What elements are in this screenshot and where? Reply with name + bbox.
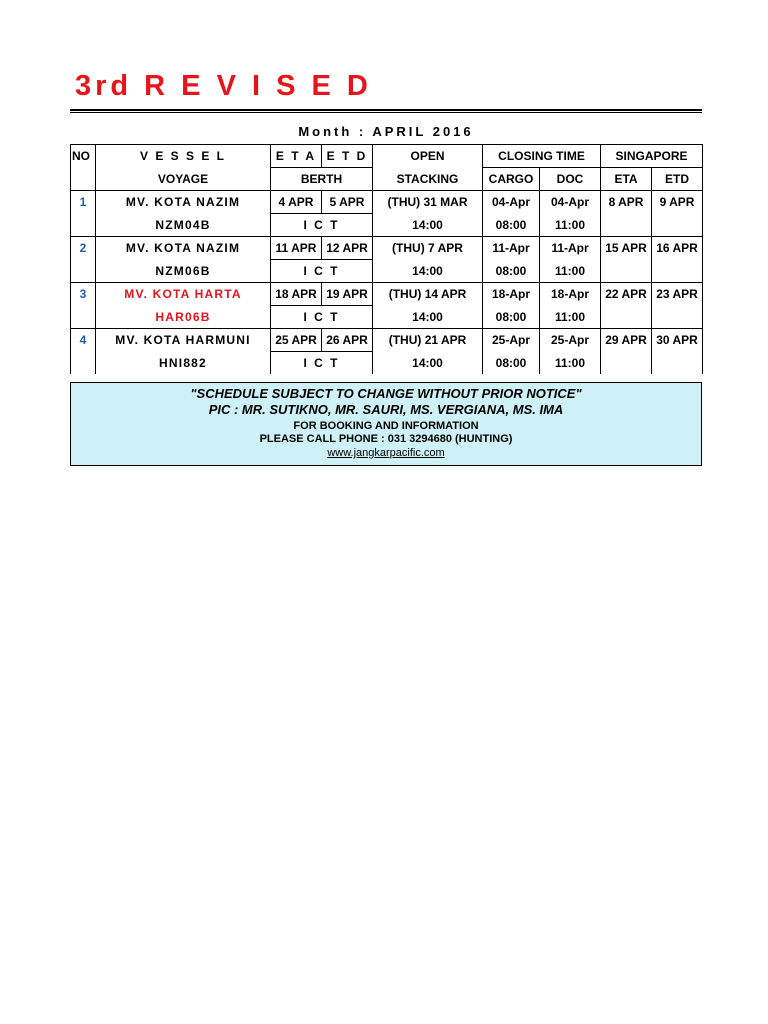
open-time: 14:00 bbox=[373, 260, 483, 283]
voyage-code: NZM04B bbox=[96, 214, 271, 237]
etd-cell: 19 APR bbox=[322, 283, 373, 306]
phone-text: PLEASE CALL PHONE : 031 3294680 (HUNTING) bbox=[259, 433, 513, 445]
cargo-date: 11-Apr bbox=[483, 237, 540, 260]
row-number: 4 bbox=[71, 329, 96, 375]
etd-cell: 5 APR bbox=[322, 191, 373, 214]
cargo-time: 08:00 bbox=[483, 352, 540, 375]
doc-time: 11:00 bbox=[540, 214, 601, 237]
website-link[interactable]: www.jangkarpacific.com bbox=[327, 447, 445, 459]
header-singapore: SINGAPORE bbox=[601, 145, 703, 168]
open-day: (THU) 14 APR bbox=[373, 283, 483, 306]
notice-box bbox=[70, 382, 702, 466]
doc-date: 11-Apr bbox=[540, 237, 601, 260]
sg-etd-cell: 16 APR bbox=[652, 237, 703, 260]
open-day: (THU) 7 APR bbox=[373, 237, 483, 260]
vessel-name: MV. KOTA NAZIM bbox=[96, 191, 271, 214]
header-cargo: CARGO bbox=[483, 168, 540, 191]
cargo-time: 08:00 bbox=[483, 306, 540, 329]
row-number: 3 bbox=[71, 283, 96, 329]
header-voyage: VOYAGE bbox=[96, 168, 271, 191]
doc-date: 04-Apr bbox=[540, 191, 601, 214]
etd-cell: 26 APR bbox=[322, 329, 373, 352]
document-title: 3rd R E V I S E D bbox=[75, 70, 372, 102]
sg-eta-cell: 29 APR bbox=[601, 329, 652, 352]
schedule-table bbox=[70, 144, 703, 374]
berth-cell: I C T bbox=[271, 306, 373, 329]
vessel-name: MV. KOTA HARMUNI bbox=[96, 329, 271, 352]
table-row bbox=[71, 237, 703, 260]
cargo-time: 08:00 bbox=[483, 214, 540, 237]
disclaimer-text: "SCHEDULE SUBJECT TO CHANGE WITHOUT PRIOR NOTICE" bbox=[190, 386, 582, 401]
doc-time: 11:00 bbox=[540, 352, 601, 375]
pic-text: PIC : MR. SUTIKNO, MR. SAURI, MS. VERGIANA, MS. IMA bbox=[208, 402, 564, 417]
sg-etd-cell: 23 APR bbox=[652, 283, 703, 306]
cargo-date: 18-Apr bbox=[483, 283, 540, 306]
sg-etd-cell: 30 APR bbox=[652, 329, 703, 352]
header-berth: BERTH bbox=[271, 168, 373, 191]
voyage-code: NZM06B bbox=[96, 260, 271, 283]
table-row bbox=[71, 283, 703, 306]
sg-eta-cell: 8 APR bbox=[601, 191, 652, 214]
vessel-name: MV. KOTA HARTA bbox=[96, 283, 271, 306]
month-label: Month : APRIL 2016 bbox=[298, 124, 474, 139]
header-stacking: STACKING bbox=[373, 168, 483, 191]
table-row bbox=[71, 329, 703, 352]
berth-cell: I C T bbox=[271, 214, 373, 237]
header-sg-etd: ETD bbox=[652, 168, 703, 191]
doc-time: 11:00 bbox=[540, 260, 601, 283]
sg-etd-cell: 9 APR bbox=[652, 191, 703, 214]
header-no: NO bbox=[71, 145, 96, 168]
table-row bbox=[71, 191, 703, 214]
doc-date: 25-Apr bbox=[540, 329, 601, 352]
cargo-date: 25-Apr bbox=[483, 329, 540, 352]
open-day: (THU) 21 APR bbox=[373, 329, 483, 352]
eta-cell: 18 APR bbox=[271, 283, 322, 306]
open-time: 14:00 bbox=[373, 214, 483, 237]
cargo-time: 08:00 bbox=[483, 260, 540, 283]
header-open: OPEN bbox=[373, 145, 483, 168]
row-number: 2 bbox=[71, 237, 96, 283]
voyage-code: HNI882 bbox=[96, 352, 271, 375]
voyage-code: HAR06B bbox=[96, 306, 271, 329]
doc-date: 18-Apr bbox=[540, 283, 601, 306]
header-doc: DOC bbox=[540, 168, 601, 191]
header-sg-eta: ETA bbox=[601, 168, 652, 191]
cargo-date: 04-Apr bbox=[483, 191, 540, 214]
eta-cell: 11 APR bbox=[271, 237, 322, 260]
header-closing-time: CLOSING TIME bbox=[483, 145, 601, 168]
sg-eta-cell: 22 APR bbox=[601, 283, 652, 306]
header-vessel: V E S S E L bbox=[96, 145, 271, 168]
doc-time: 11:00 bbox=[540, 306, 601, 329]
eta-cell: 25 APR bbox=[271, 329, 322, 352]
berth-cell: I C T bbox=[271, 260, 373, 283]
title-divider bbox=[70, 109, 702, 113]
open-time: 14:00 bbox=[373, 352, 483, 375]
berth-cell: I C T bbox=[271, 352, 373, 375]
open-time: 14:00 bbox=[373, 306, 483, 329]
row-number: 1 bbox=[71, 191, 96, 237]
vessel-name: MV. KOTA NAZIM bbox=[96, 237, 271, 260]
etd-cell: 12 APR bbox=[322, 237, 373, 260]
sg-eta-cell: 15 APR bbox=[601, 237, 652, 260]
header-etd: E T D bbox=[322, 145, 373, 168]
eta-cell: 4 APR bbox=[271, 191, 322, 214]
header-eta: E T A bbox=[271, 145, 322, 168]
booking-text: FOR BOOKING AND INFORMATION bbox=[293, 420, 479, 432]
open-day: (THU) 31 MAR bbox=[373, 191, 483, 214]
